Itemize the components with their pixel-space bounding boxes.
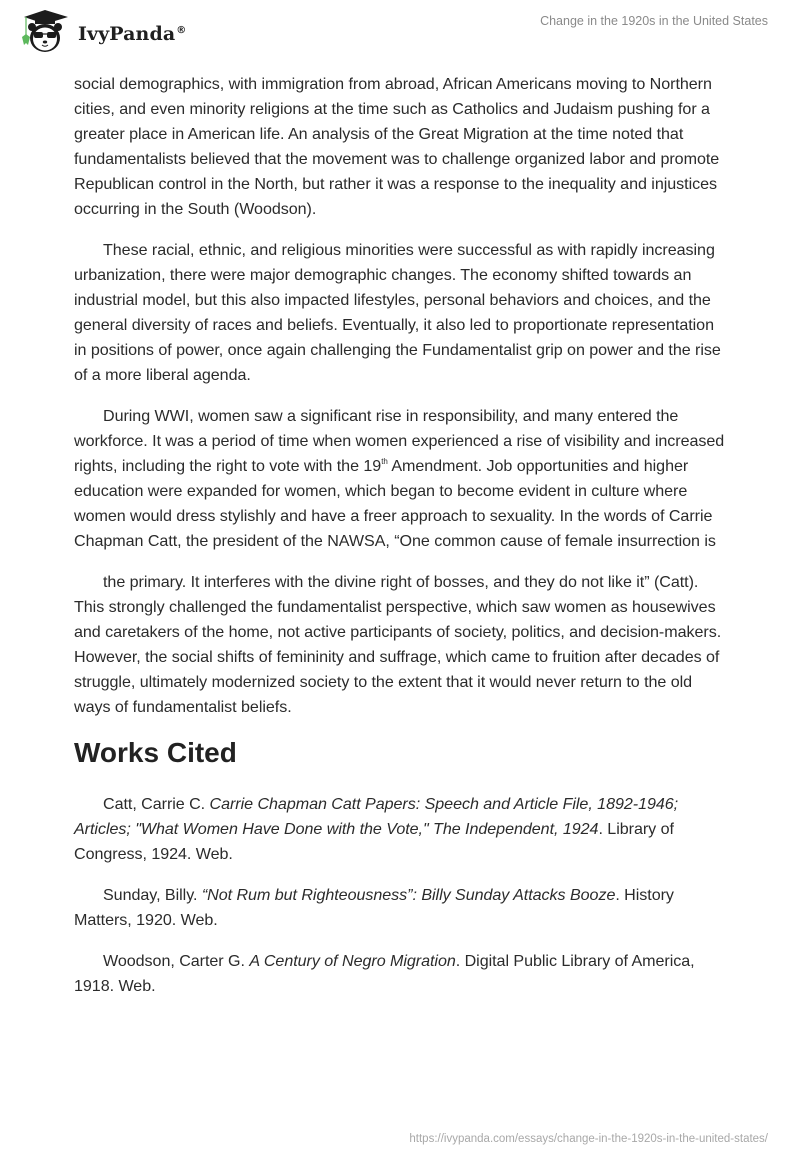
brand-name: IvyPanda® [78,23,187,45]
citation-author: Woodson, Carter G. [103,952,250,970]
paragraph-3 [74,404,726,554]
citation-publisher: . Library of Congress, 1924. Web. [74,820,674,863]
paragraph-3-text-a: During WWI, women saw a significant rise in responsibility, and many entered the workforce. It was a period of time when women experienced a rise of visibility and increased rights, including the right to vote with the 19 [74,407,725,475]
citation-publisher: . Digital Public Library of America, 1918. Web. [74,952,695,995]
citation-publisher: . History Matters, 1920. Web. [74,886,674,929]
citation-author: Sunday, Billy. [103,886,202,904]
citation-catt [74,792,726,867]
works-cited-heading: Works Cited [74,737,237,768]
citation-title: A Century of Negro Migration [249,952,456,970]
citation-author: Catt, Carrie C. [103,795,210,813]
panda-graduate-icon [16,7,74,55]
ordinal-superscript: th [381,457,388,466]
source-url-link[interactable]: https://ivypanda.com/essays/change-in-the-1920s-in-the-united-states/ [409,1133,768,1145]
page-header [0,0,800,60]
citation-title: Carrie Chapman Catt Papers: Speech and Article File, 1892-1946; Articles; "What Women Have Done with the Vote," The Independent, 1924 [74,795,679,838]
registered-mark: ® [176,24,187,36]
essay-content [74,72,726,1015]
paragraph-1: social demographics, with immigration from abroad, African Americans moving to Northern cities, and even minority religions at the time such as Catholics and Judaism pushing for a greater place in American life. An analysis of the Great Migration at the time noted that fundamentalists believed that the movement was to challenge organized labor and promote Republican control in the North, but rather it was a response to the inequality and injustices occurring in the South (Woodson). [74,75,720,218]
paragraph-3-text-b: Amendment. Job opportunities and higher education were expanded for women, which began to become evident in culture where women would dress stylishly and have a freer approach to sexuality. In the words of Carrie Chapman Catt, the president of the NAWSA, “One common cause of female insurrection is [74,457,716,550]
document-title: Change in the 1920s in the United States [540,14,768,28]
paragraph-2: These racial, ethnic, and religious minorities were successful as with rapidly increasing urbanization, there were major demographic changes. The economy shifted towards an industrial model, but this also impacted lifestyles, personal behaviors and choices, and the general diversity of races and beliefs. Eventually, it also led to proportionate representation in positions of power, once again challenging the Fundamentalist grip on power and the rise of a more liberal agenda. [74,241,721,384]
citation-title: “Not Rum but Righteousness”: Billy Sunday Attacks Booze [201,886,616,904]
citation-sunday [74,883,726,933]
paragraph-4: the primary. It interferes with the divine right of bosses, and they do not like it” (Catt). This strongly challenged the fundamentalist perspective, which saw women as housewives and caretakers of the home, not active participants of society, politics, and decision-makers. However, the social shifts of femininity and suffrage, which came to fruition after decades of struggle, ultimately modernized society to the extent that it would never return to the old ways of fundamentalist beliefs. [74,573,722,716]
ivypanda-logo-link[interactable] [16,7,186,55]
citation-woodson [74,949,726,999]
